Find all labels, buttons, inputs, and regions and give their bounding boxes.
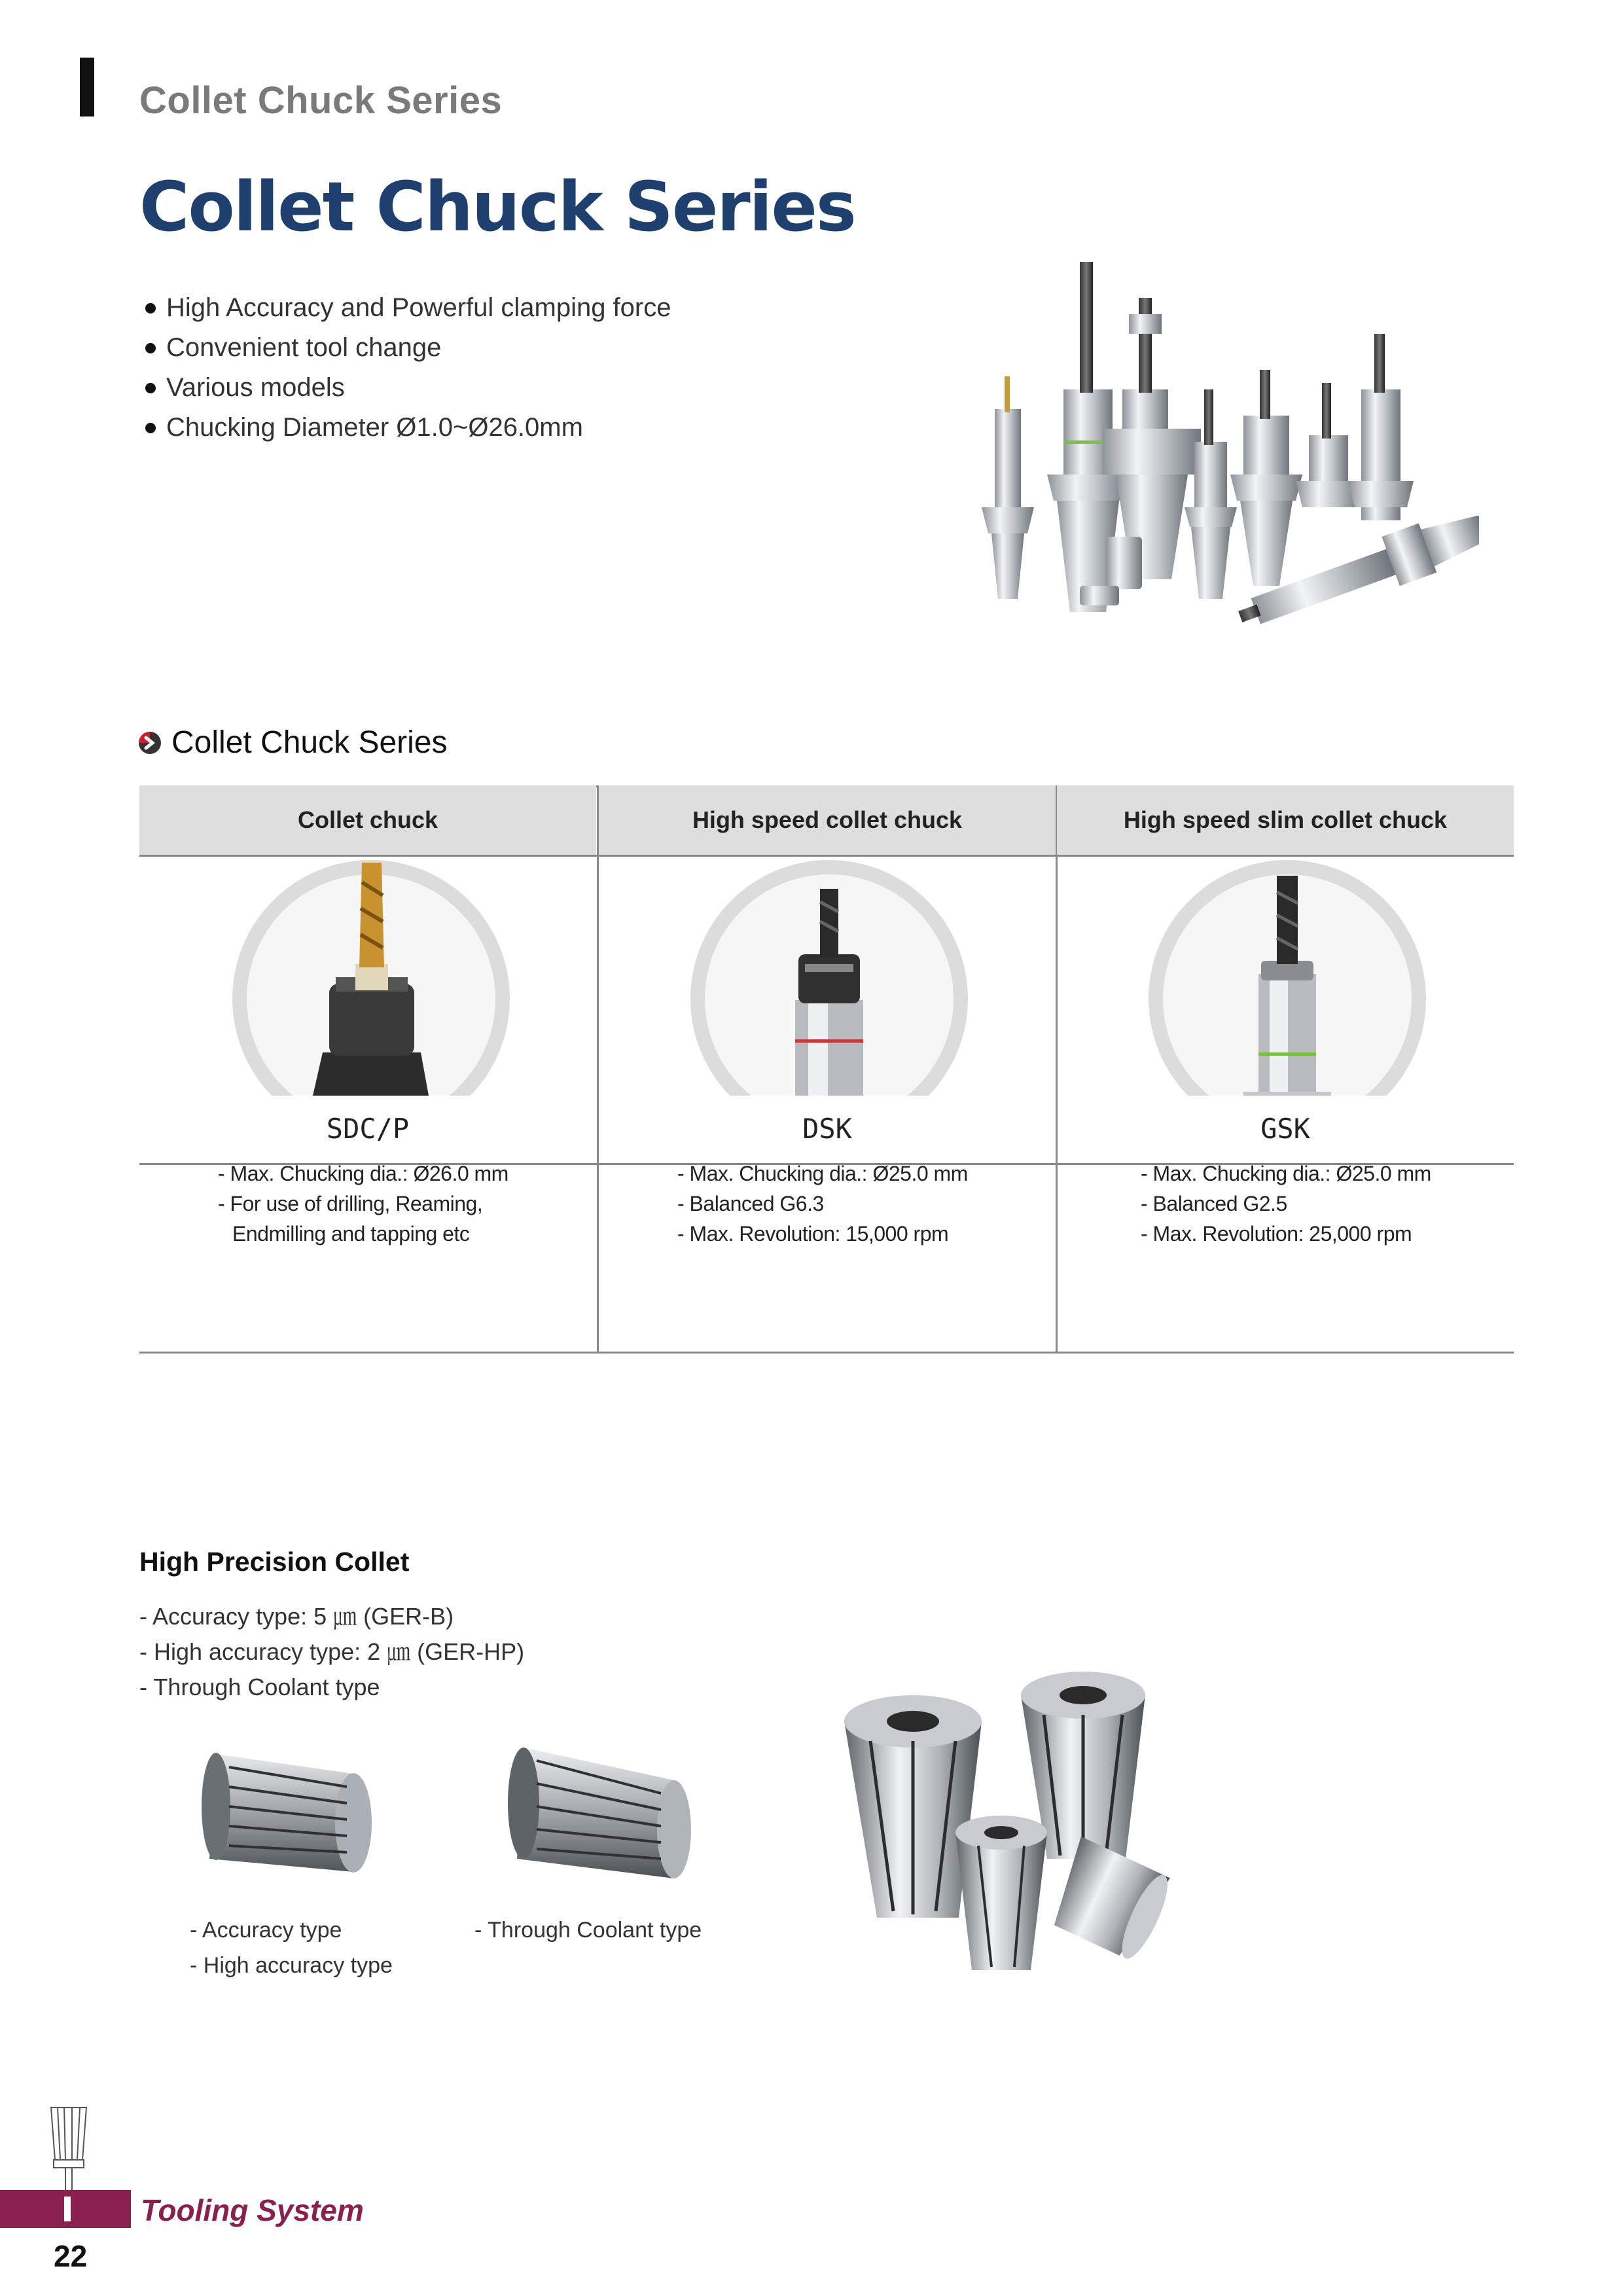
- collet-type-item: - Through Coolant type: [139, 1674, 380, 1700]
- sdc-collet-chuck-image: [139, 856, 596, 1096]
- feature-item: [139, 328, 671, 368]
- subsection-title: High Precision Collet: [139, 1547, 410, 1577]
- footer-label: Tooling System: [141, 2193, 364, 2227]
- feature-list: [139, 288, 671, 448]
- feature-text: Various models: [166, 373, 345, 402]
- collet-type-list: [139, 1599, 524, 1705]
- collet-group-photo: [831, 1669, 1185, 1990]
- collet-caption: - Through Coolant type: [474, 1918, 702, 1943]
- through-coolant-collet-image: [497, 1728, 720, 1918]
- product-column: [1057, 785, 1514, 1354]
- dsk-collet-chuck-image: [599, 856, 1056, 1096]
- collet-caption: - High accuracy type: [190, 1953, 393, 1978]
- section-heading: [137, 725, 448, 761]
- footer-marker: [64, 2197, 71, 2221]
- accuracy-collet-image: [190, 1728, 412, 1918]
- column-header: High speed collet chuck: [599, 785, 1056, 855]
- bullet-icon: [145, 343, 156, 353]
- spec-line: - Max. Revolution: 25,000 rpm: [1141, 1222, 1412, 1246]
- feature-item: [139, 288, 671, 328]
- spec-list: [1141, 1158, 1431, 1249]
- collet-outline-icon: [46, 2101, 92, 2193]
- product-table: [139, 785, 1514, 1354]
- arrow-circle-icon: [137, 730, 162, 755]
- page-number: 22: [54, 2239, 88, 2273]
- feature-item: [139, 368, 671, 408]
- spec-list: [218, 1158, 508, 1249]
- spec-list: [677, 1158, 968, 1249]
- product-code: SDC/P: [326, 1113, 410, 1145]
- product-column: [139, 785, 596, 1354]
- feature-text: High Accuracy and Powerful clamping force: [166, 293, 671, 322]
- feature-text: Convenient tool change: [166, 333, 442, 362]
- spec-line: - Balanced G2.5: [1141, 1192, 1287, 1215]
- bullet-icon: [145, 303, 156, 314]
- spec-line: Endmilling and tapping etc: [232, 1222, 470, 1246]
- section-title: Collet Chuck Series: [171, 725, 448, 760]
- product-column: [599, 785, 1056, 1354]
- product-code: DSK: [802, 1113, 852, 1145]
- feature-item: [139, 408, 671, 448]
- section-label: Collet Chuck Series: [139, 79, 503, 122]
- product-code: GSK: [1260, 1113, 1310, 1145]
- header-marker-bar: [80, 58, 94, 117]
- collet-type-item: - Accuracy type: 5 ㎛ (GER-B): [139, 1603, 454, 1630]
- column-header: High speed slim collet chuck: [1057, 785, 1514, 855]
- tool-holders-product-photo: [975, 259, 1479, 638]
- bullet-icon: [145, 383, 156, 393]
- spec-line: - Max. Chucking dia.: Ø26.0 mm: [218, 1162, 508, 1185]
- collet-caption: - Accuracy type: [190, 1918, 342, 1943]
- spec-line: - For use of drilling, Reaming,: [218, 1192, 483, 1215]
- column-header: Collet chuck: [139, 785, 596, 855]
- spec-line: - Max. Chucking dia.: Ø25.0 mm: [677, 1162, 968, 1185]
- page-title: Collet Chuck Series: [139, 167, 855, 247]
- spec-line: - Max. Revolution: 15,000 rpm: [677, 1222, 949, 1246]
- spec-line: - Balanced G6.3: [677, 1192, 824, 1215]
- gsk-collet-chuck-image: [1057, 856, 1514, 1096]
- feature-text: Chucking Diameter Ø1.0~Ø26.0mm: [166, 413, 583, 442]
- collet-type-item: - High accuracy type: 2 ㎛ (GER-HP): [139, 1638, 525, 1665]
- spec-line: - Max. Chucking dia.: Ø25.0 mm: [1141, 1162, 1431, 1185]
- bullet-icon: [145, 423, 156, 433]
